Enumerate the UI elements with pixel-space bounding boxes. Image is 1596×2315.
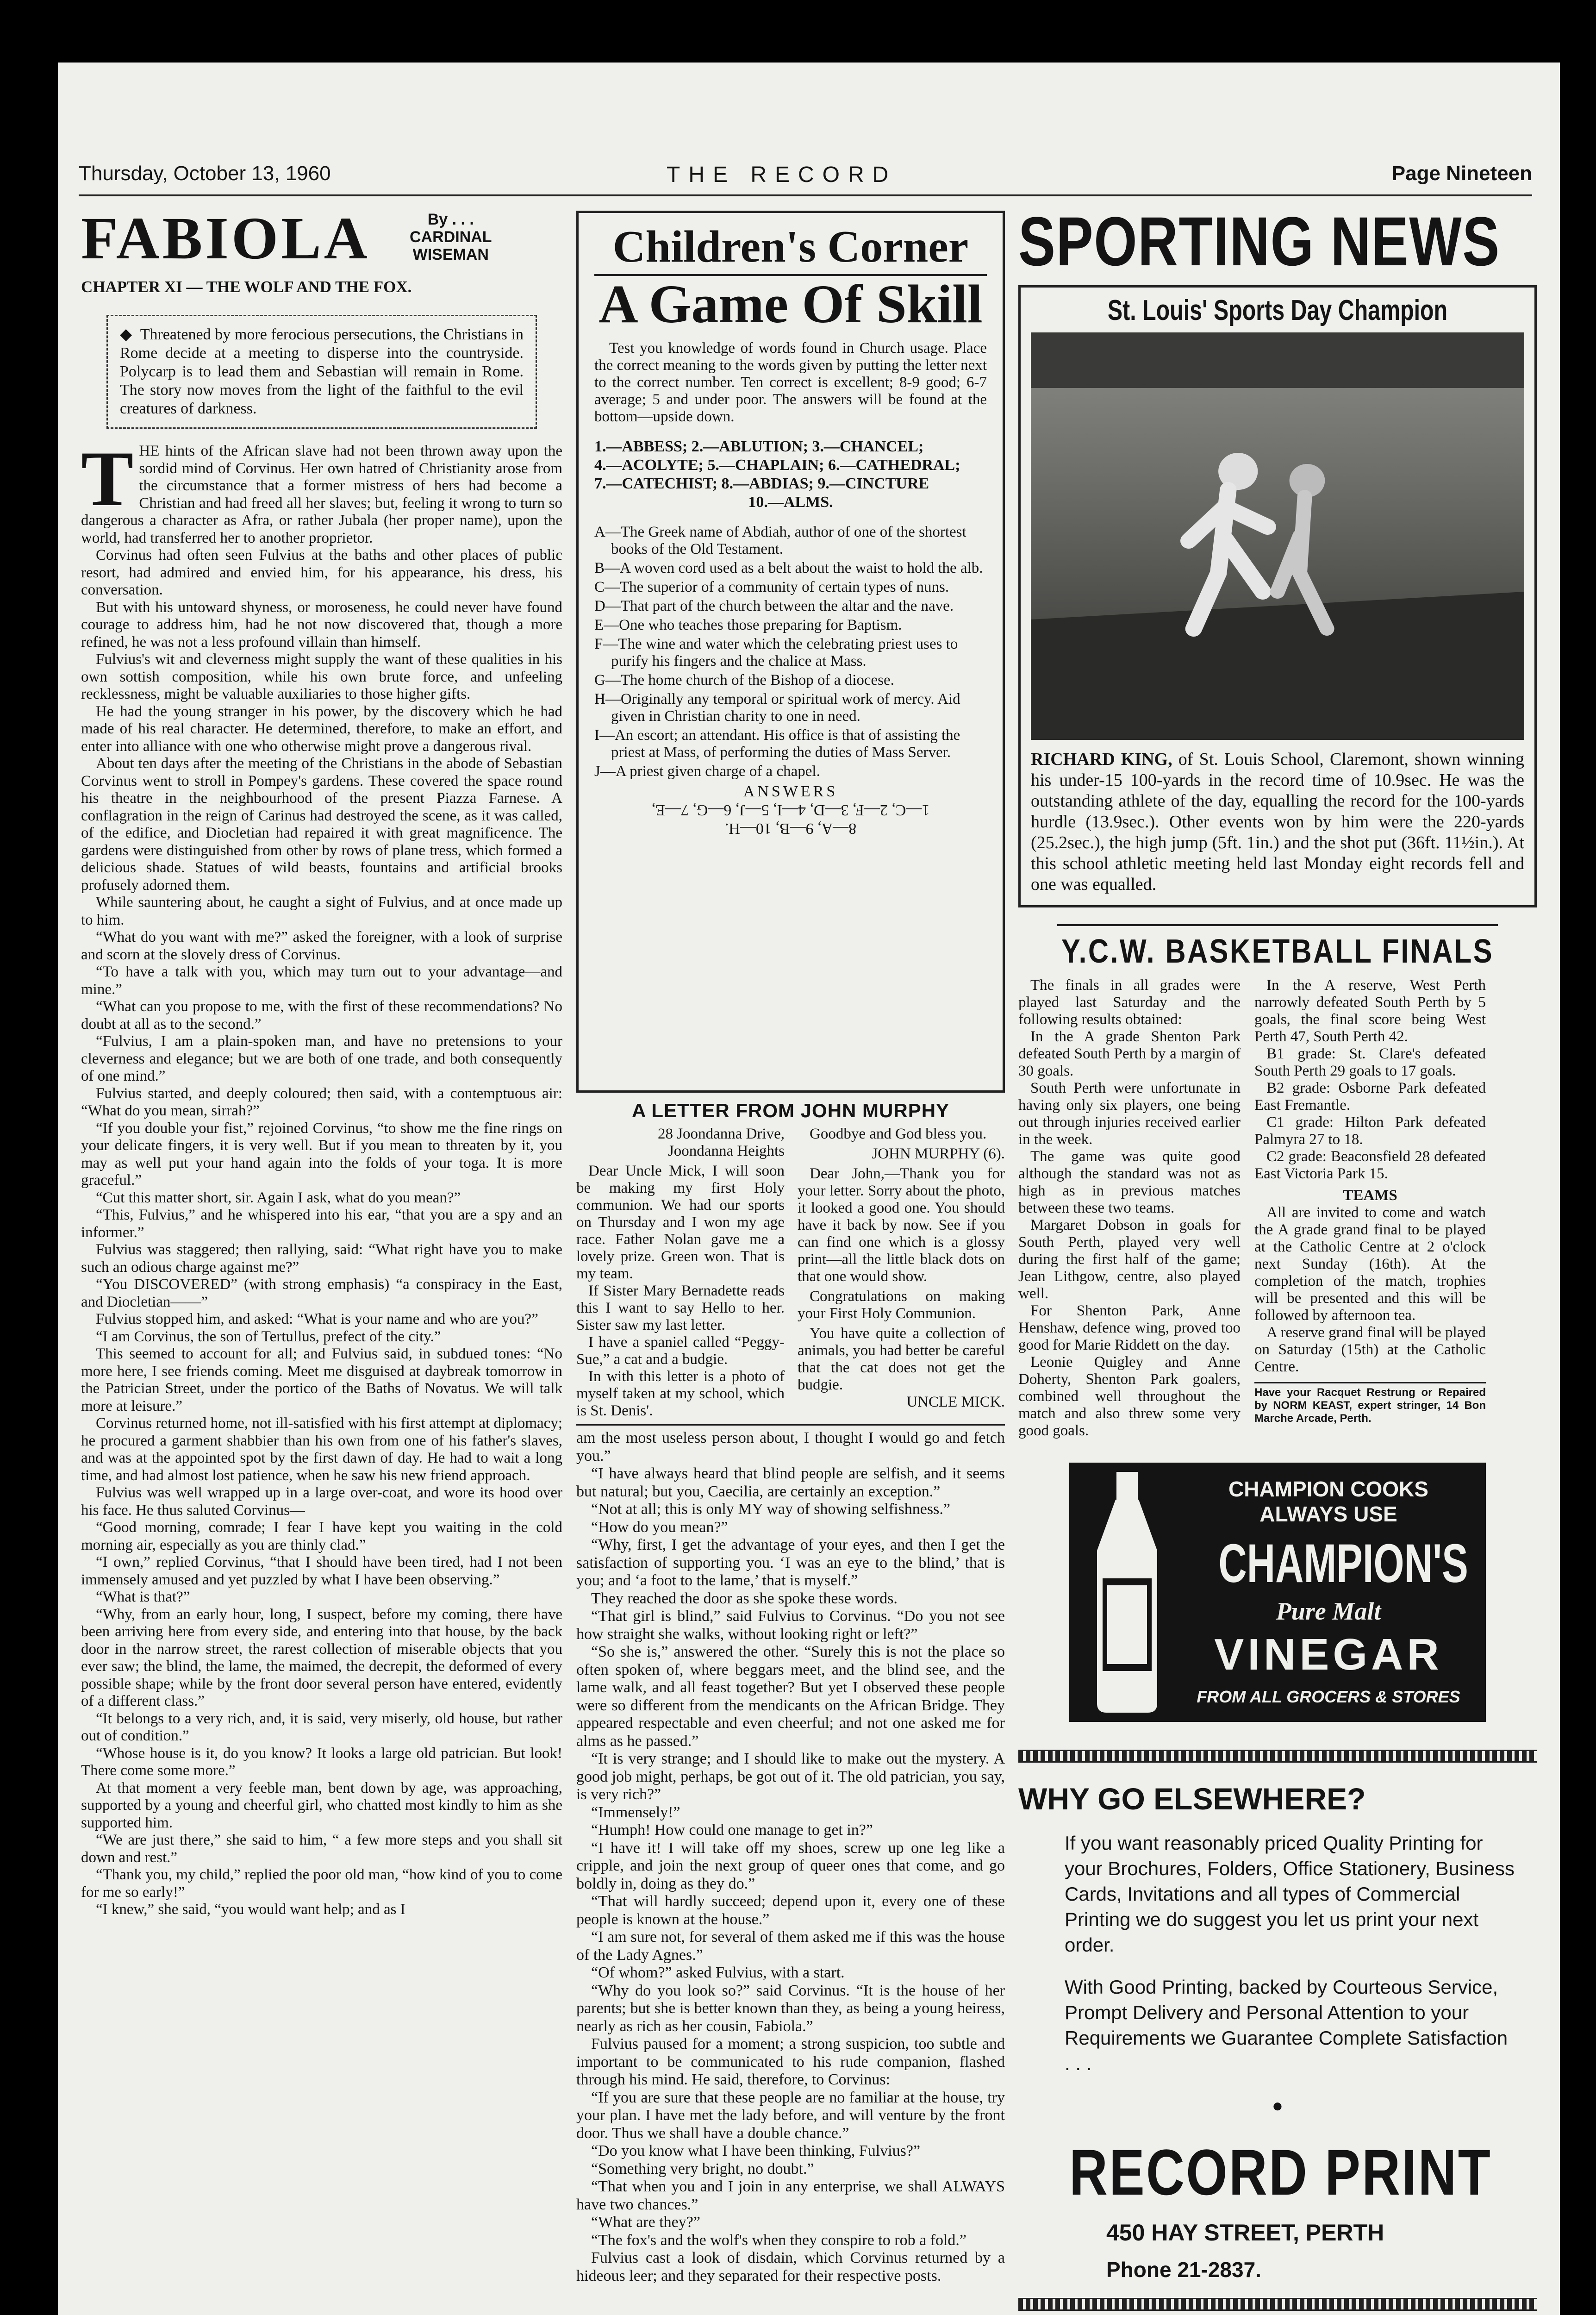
story-paragraph: About ten days after the meeting of the Christians in the abode of Sebastian Corvinus went to stroll in Pompey's gardens. These covered the space round his theatre in the neighbourhood of the present Piazza Farnese. A conflagration in the reign of Carinus had destroyed the scene, as it was called, of the edifice, and Diocletian had repaired it with great magnificence. The gardens were distinguished from other by rows of plane tress, which formed a delicious shade. Statues of wild beasts, fountains and artificial brooks profusely adorned them. <box>81 755 562 894</box>
story-paragraph: Fulvius was staggered; then rallying, said: “What right have you to make such an odious charge against me?” <box>81 1241 562 1276</box>
story-paragraph: “That when you and I join in any enterprise, we shall ALWAYS have two chances.” <box>576 2178 1005 2213</box>
quiz-line: 4.—ACOLYTE; 5.—CHAPLAIN; 6.—CATHEDRAL; <box>594 457 960 474</box>
ad-line-2: ALWAYS USE <box>1259 1502 1397 1526</box>
fabiola-story <box>81 435 562 1919</box>
story-paragraph: “Why, first, I get the advantage of your eyes, and then I get the satisfaction of supporting you. ‘I was an eye to the blind,’ that is you; and ‘a foot to the lame,’ that is myself.” <box>576 1536 1005 1589</box>
answers-line: 8—A, 9—B, 10—H. <box>724 820 857 837</box>
fabiola-title: FABIOLA <box>81 205 370 272</box>
synopsis-box <box>106 315 537 429</box>
definition-item: J—A priest given charge of a chapel. <box>594 763 820 780</box>
ycw-right <box>1254 977 1486 1439</box>
letter-signature: JOHN MURPHY (6). <box>872 1145 1005 1162</box>
drop-cap: T <box>81 435 134 522</box>
ycw-paragraph: In the A grade Shenton Park defeated South Perth by a margin of 30 goals. <box>1018 1028 1241 1079</box>
print-ad-paragraph-2: With Good Printing, backed by Courteous Service, Prompt Delivery and Personal Attention to your Requirements we Guarantee Complete Satisfaction . . . <box>1065 1976 1508 2074</box>
story-paragraph: He had the young stranger in his power, by the discovery which he had made of his real character. He determined, therefore, to make an effort, and enter into alliance with one who otherwise might prove a dangerous rival. <box>81 703 562 755</box>
ycw-paragraph: Leonie Quigley and Anne Doherty, Shenton Park goalers, combined well throughout the match and also threw some very good goals. <box>1018 1354 1241 1439</box>
ad-sub: Pure Malt <box>1276 1597 1381 1625</box>
page-number: Page Nineteen <box>1391 162 1532 185</box>
story-paragraph: “I am Corvinus, the son of Tertullus, prefect of the city.” <box>96 1328 441 1345</box>
ad-brand: CHAMPION'S <box>1218 1533 1468 1594</box>
story-paragraph: “If you are sure that these people are no familiar at the house, try your plan. I have met the lady before, and will venture by the front door. Thus we shall have a double chance.” <box>576 2089 1005 2142</box>
definition-item: G—The home church of the Bishop of a diocese. <box>594 672 894 688</box>
definitions-list <box>594 524 987 780</box>
definition-item: H—Originally any temporal or spiritual work of mercy. Aid given in Christian charity to one in need. <box>594 691 960 725</box>
quiz-line: 10.—ALMS. <box>748 494 833 511</box>
story-paragraph: Fulvius's wit and cleverness might supply the want of these qualities in his own sottish composition, while his own brute force, and unfeeling recklessness, might be valuable auxiliaries to those higher gifts. <box>81 651 562 702</box>
ad-footer: FROM ALL GROCERS & STORES <box>1197 1687 1460 1706</box>
ad-product: VINEGAR <box>1214 1630 1443 1679</box>
print-ad-paragraph-1: If you want reasonably priced Quality Printing for your Brochures, Folders, Office Stationery, Business Cards, Invitations and all types of Commercial Printing we do suggest you let us print your next order. <box>1065 1832 1515 1956</box>
letter-section <box>576 1100 1005 2285</box>
ycw-paragraph: The game was quite good although the standard was not as high as in previous matches between these two teams. <box>1018 1148 1241 1216</box>
answers-heading: ANSWERS <box>743 783 838 800</box>
reply-signature: UNCLE MICK. <box>906 1394 1005 1410</box>
teams-paragraph: All are invited to come and watch the A grade grand final to be played at the Catholic Centre at 2 o'clock next Sunday (16th). At the completion of the match, trophies will be presented and this will be followed by afternoon tea. <box>1254 1204 1486 1324</box>
story-paragraph: “I own,” replied Corvinus, “that I should have been tired, had I not been immensely amused and yet puzzled by what I have been observing.” <box>81 1554 562 1588</box>
print-address: 450 HAY STREET, PERTH <box>1106 2220 1384 2246</box>
story-paragraph: “It is very strange; and I should like to make out the mystery. A good job might, perhaps, be got out of it. The old patrician, you say, is very rich?” <box>576 1750 1005 1803</box>
story-paragraph: Fulvius was well wrapped up in a large over-coat, and wore its hood over his face. He thus saluted Corvinus— <box>81 1484 562 1519</box>
story-paragraph: Corvinus returned home, not ill-satisfied with his first attempt at diplomacy; he procured a garment shabbier than his own from one of his father's slaves, and was at the appointed spot by the first dawn of day. He had to wait a long time, and had almost lost patience, when he saw his new friend approach. <box>81 1415 562 1484</box>
story-paragraph: “Humph! How could one manage to get in?” <box>591 1821 873 1839</box>
answers-upside-down <box>594 801 987 838</box>
letter-address: Joondanna Heights <box>667 1143 785 1159</box>
story-paragraph: “Do you know what I have been thinking, Fulvius?” <box>591 2142 921 2159</box>
ycw-paragraph: The finals in all grades were played last Saturday and the following results obtained: <box>1018 977 1241 1028</box>
ad-tagline <box>1180 1477 1477 1527</box>
newspaper-page <box>58 63 1560 2315</box>
story-paragraph: “What do you want with me?” asked the foreigner, with a look of surprise and scorn at the slovely dress of Corvinus. <box>81 929 562 963</box>
story-paragraph: “You DISCOVERED” (with strong emphasis) “a conspiracy in the East, and Diocletian——” <box>81 1276 562 1310</box>
quiz-line: 1.—ABBESS; 2.—ABLUTION; 3.—CHANCEL; <box>594 438 924 455</box>
divider <box>576 1424 1005 1426</box>
byline-line-2: CARDINAL <box>410 228 492 246</box>
racquet-ad: Have your Racquet Restrung or Repaired by NORM KEAST, expert stringer, 14 Bon Marche Arcade, Perth. <box>1254 1382 1486 1425</box>
ycw-paragraph: B1 grade: St. Clare's defeated South Perth 29 goals to 17 goals. <box>1254 1045 1486 1079</box>
photo-headline: St. Louis' Sports Day Champion <box>1107 294 1448 326</box>
definition-item: E—One who teaches those preparing for Baptism. <box>594 617 902 633</box>
fabiola-heading <box>81 204 562 273</box>
story-paragraph: “I am sure not, for several of them asked me if this was the house of the Lady Agnes.” <box>576 1928 1005 1964</box>
record-print-ad <box>1018 1750 1537 2311</box>
definition-item: A—The Greek name of Abdiah, author of one of the shortest books of the Old Testament. <box>594 524 966 557</box>
story-paragraph: “What are they?” <box>591 2214 700 2231</box>
story-paragraph: “Cut this matter short, sir. Again I ask, what do you mean?” <box>96 1189 461 1206</box>
fabiola-continuation <box>576 1429 1005 2285</box>
definition-item: C—The superior of a community of certain types of nuns. <box>594 579 949 595</box>
photo-caption <box>1031 749 1524 895</box>
ycw-paragraph: South Perth were unfortunate in having only six players, one being out through injuries received earlier in the week. <box>1018 1080 1241 1148</box>
definition-item: I—An escort; an attendant. His office is that of assisting the priest at Mass, of performing the duties of Mass Server. <box>594 727 960 761</box>
reserve-paragraph: A reserve grand final will be played on Saturday (15th) at the Catholic Centre. <box>1254 1324 1486 1375</box>
story-paragraph: “How do you mean?” <box>591 1518 728 1536</box>
story-paragraph: “I have always heard that blind people are selfish, and it seems but natural; but you, Caecilia, are certainly an exception.” <box>576 1465 1005 1500</box>
letter-address: 28 Joondanna Drive, <box>657 1126 785 1142</box>
story-paragraph: Fulvius cast a look of disdain, which Corvinus returned by a hideous leer; and they separated for their respective posts. <box>576 2249 1005 2284</box>
story-paragraph: “I have it! I will take off my shoes, screw up one leg like a cripple, and join the next group of queer ones that come, and go boldly in, doing as they do.” <box>576 1839 1005 1892</box>
definition-item: D—That part of the church between the altar and the nave. <box>594 598 954 614</box>
quiz-line: 7.—CATECHIST; 8.—ABDIAS; 9.—CINCTURE <box>594 475 929 492</box>
story-paragraph: “Why, from an early hour, long, I suspect, before my coming, there have been arriving here from every side, and entering into that house, by the back door in the narrow street, the rarest collection of miserable objects that you ever saw; the blind, the lame, the maimed, the decrepit, the deformed of every possible shape; while by the front door several person have entered, evidently of a different class.” <box>81 1606 562 1709</box>
ycw-title: Y.C.W. BASKETBALL FINALS <box>1057 924 1498 970</box>
ycw-paragraph: For Shenton Park, Anne Henshaw, defence wing, proved too good for Marie Riddett on the day. <box>1018 1302 1241 1353</box>
ycw-paragraph: C2 grade: Beaconsfield 28 defeated East Victoria Park 15. <box>1254 1148 1486 1182</box>
definition-item: B—A woven cord used as a belt about the waist to hold the alb. <box>594 560 983 576</box>
story-paragraph: “Not at all; this is only MY way of showing selfishness.” <box>591 1501 950 1518</box>
story-paragraph: “Something very bright, no doubt.” <box>591 2160 814 2177</box>
print-phone: Phone 21-2837. <box>1106 2258 1261 2282</box>
caption-text: of St. Louis School, Claremont, shown winning his under-15 100-yards in the record time of 10.9sec. He was the outstanding athlete of the day, equalling the record for the 100-yards hurdle (13.9sec.). Other events won by him were the 220-yards (25.2sec.), the high jump (5ft. 1in.) and the shot put (36ft. 11½in.). At this school athletic meeting held last Monday eight records fell and one was equalled. <box>1031 750 1525 894</box>
story-paragraph: They reached the door as she spoke these words. <box>591 1589 898 1607</box>
story-paragraph: “It belongs to a very rich, and, it is said, very miserly, old house, but rather out of condition.” <box>81 1710 562 1744</box>
ycw-section <box>1018 924 1537 1439</box>
ycw-paragraph: Margaret Dobson in goals for South Perth, played very well during the first half of the game; Jean Lithgow, centre, also played well. <box>1018 1217 1241 1302</box>
story-paragraph: “Whose house is it, do you know? It looks a large old patrician. But look! There come some more.” <box>81 1745 562 1779</box>
teams-heading: TEAMS <box>1343 1187 1397 1204</box>
story-paragraph: At that moment a very feeble man, bent down by age, was approaching, supported by a young and cheerful girl, who chatted most kindly to him as she supported him. <box>81 1779 562 1831</box>
letter-paragraph: If Sister Mary Bernadette reads this I want to say Hello to her. Sister saw my last letter. <box>576 1283 785 1333</box>
letter-left <box>576 1126 785 1420</box>
story-paragraph: “Of whom?” asked Fulvius, with a start. <box>591 1964 845 1981</box>
sporting-news-title: SPORTING NEWS <box>1018 202 1500 280</box>
story-paragraph: “That will hardly succeed; depend upon it, every one of these people is known at the house.” <box>576 1893 1005 1928</box>
issue-date: Thursday, October 13, 1960 <box>79 162 331 185</box>
synopsis-text: Threatened by more ferocious persecutions, the Christians in Rome decide at a meeting to disperse into the countryside. Polycarp is to lead them and Sebastian will remain in Rome. The story now moves from the light of the faithful to the evil creatures of darkness. <box>120 326 524 417</box>
reply-paragraph: You have quite a collection of animals, you had better be careful that the cat does not get the budgie. <box>798 1325 1005 1393</box>
vinegar-bottle-icon <box>1083 1472 1171 1713</box>
byline-line-3: WISEMAN <box>412 246 489 263</box>
byline-by: By . . . <box>427 211 474 228</box>
story-paragraph: Fulvius stopped him, and asked: “What is your name and who are you?” <box>96 1311 538 1327</box>
masthead: THE RECORD <box>667 163 897 187</box>
story-paragraph: “What can you propose to me, with the first of these recommendations? No doubt at all as to the second.” <box>81 998 562 1032</box>
story-paragraph: This seemed to account for all; and Fulvius said, in subdued tones: “No more here, I see friends coming. Meet me disguised at daybreak tomorrow in the Patrician Street, under the portico of the Baths of Novatus. We will talk more at leisure.” <box>81 1345 562 1414</box>
letter-paragraph: In with this letter is a photo of myself taken at my school, which is St. Denis'. <box>576 1368 785 1419</box>
record-print-name: RECORD PRINT <box>1069 2136 1492 2209</box>
story-paragraph: But with his untoward shyness, or moroseness, he could never have found courage to address him, had he not now discovered that, though a more refined, he was not a less profound villain than himself. <box>81 599 562 651</box>
chapter-heading: CHAPTER XI — THE WOLF AND THE FOX. <box>81 278 412 296</box>
fabiola-column <box>81 204 562 1919</box>
story-paragraph: “To have a talk with you, which may turn out to your advantage—and mine.” <box>81 964 562 998</box>
story-paragraph: While sauntering about, he caught a sight of Fulvius, and at once made up to him. <box>81 894 562 928</box>
print-ad-heading: WHY GO ELSEWHERE? <box>1018 1782 1366 1816</box>
dotted-rule <box>1018 1750 1537 1763</box>
story-paragraph: “Thank you, my child,” replied the poor old man, “how kind of you to come for me so early!” <box>81 1866 562 1901</box>
story-paragraph: “If you double your fist,” rejoined Corvinus, “to show me the fine rings on your delicate fingers, it is very well. But if you mean to threaten by it, you may as well put your hand again into the folds of your toga. It is more graceful.” <box>81 1120 562 1189</box>
ycw-columns <box>1018 977 1537 1439</box>
letter-paragraph: I have a spaniel called “Peggy-Sue,” a cat and a budgie. <box>576 1334 785 1368</box>
runner-photo-icon <box>1031 332 1524 740</box>
sports-photo-box <box>1018 285 1537 907</box>
answers-line: 1—C, 2—F, 3—D, 4—I, 5—J, 6—G, 7—E, <box>651 801 930 819</box>
story-paragraph: “This, Fulvius,” and he whispered into his ear, “that you are a spy and an informer.” <box>81 1207 562 1241</box>
letter-paragraph: Dear Uncle Mick, I will soon be making my first Holy communion. We had our sports on Thursday and I won my age race. Father Nolan gave me a lovely prize. Green won. That is my team. <box>576 1163 785 1282</box>
story-paragraph: “The fox's and the wolf's when they conspire to rob a fold.” <box>591 2231 967 2249</box>
game-intro: Test you knowledge of words found in Church usage. Place the correct meaning to the words given by putting the letter next to the correct number. Ten correct is excellent; 8-9 good; 6-7 average; 5 and under poor. The answers will be found at the bottom—upside down. <box>594 340 987 425</box>
story-paragraph: “We are just there,” she said to him, “ a few more steps and you shall sit down and rest.” <box>81 1832 562 1866</box>
story-paragraph: Fulvius started, and deeply coloured; then said, with a contemptuous air: “What do you mean, sirrah?” <box>81 1085 562 1119</box>
story-paragraph: “Good morning, comrade; I fear I have kept you waiting in the cold morning air, especially as you are thinly clad.” <box>81 1519 562 1553</box>
ad-line-1: CHAMPION COOKS <box>1228 1477 1428 1501</box>
letter-paragraph: Goodbye and God bless you. <box>810 1126 987 1142</box>
letter-columns <box>576 1126 1005 1420</box>
dotted-rule <box>1018 2298 1537 2311</box>
letter-right <box>798 1126 1005 1420</box>
definition-item: F—The wine and water which the celebrating priest uses to purify his fingers and the chalice at Mass. <box>594 636 958 669</box>
caption-name: RICHARD KING, <box>1031 750 1172 769</box>
story-paragraph: “Immensely!” <box>591 1803 680 1821</box>
champion-vinegar-ad <box>1069 1463 1486 1722</box>
ycw-left <box>1018 977 1241 1439</box>
reply-paragraph: Dear John,—Thank you for your letter. Sorry about the photo, it looked a good one. You should have it back by now. See if you can find one which is a glossy print—all the little black dots on that one would show. <box>798 1165 1005 1285</box>
childrens-corner-box <box>576 211 1005 1093</box>
story-paragraph: Corvinus had often seen Fulvius at the baths and other places of public resort, had admired and envied him, for his appearance, his dress, his conversation. <box>81 547 562 598</box>
page-header <box>79 162 1532 196</box>
story-paragraph: Fulvius paused for a moment; a strong suspicion, too subtle and important to be communicated to his rude companion, flashed through his mind. He said, therefore, to Corvinus: <box>576 2035 1005 2088</box>
fabiola-byline <box>410 211 492 263</box>
childrens-corner-title: Children's Corner <box>594 221 987 276</box>
bullet-icon: ● <box>1272 2095 1284 2116</box>
story-paragraph: “Why do you look so?” said Corvinus. “It is the house of her parents; but she is better known than they, as being a young heiress, nearly as rich as her cousin, Fabiola.” <box>576 1982 1005 2035</box>
reply-paragraph: Congratulations on making your First Holy Communion. <box>798 1288 1005 1322</box>
story-paragraph: am the most useless person about, I thought I would go and fetch you.” <box>576 1429 1005 1464</box>
story-paragraph: “So she is,” answered the other. “Surely this is not the place so often spoken of, where beggars meet, and the blind see, and the lame walk, and all feast together? But yet I observed these people were so different from the mendicants on the African Bridge. They appeared respectable and even cheerful; and not one asked me for alms as he passed.” <box>576 1643 1005 1750</box>
story-paragraph: “What is that?” <box>96 1589 190 1605</box>
game-title: A Game Of Skill <box>598 274 983 334</box>
sports-photo <box>1031 332 1524 740</box>
story-paragraph: “That girl is blind,” said Fulvius to Corvinus. “Do you not see how straight she walks, without looking right or left?” <box>576 1608 1005 1643</box>
diamond-icon: ◆ <box>120 326 140 343</box>
ycw-paragraph: In the A reserve, West Perth narrowly defeated South Perth by 5 goals, the final score being West Perth 47, South Perth 42. <box>1254 977 1486 1045</box>
quiz-words <box>594 438 987 512</box>
story-paragraph: “I knew,” she said, “you would want help; and as I <box>96 1901 405 1918</box>
ycw-paragraph: C1 grade: Hilton Park defeated Palmyra 27 to 18. <box>1254 1114 1486 1148</box>
story-paragraph: “Fulvius, I am a plain-spoken man, and have no pretensions to your cleverness and elegance; but we are both of one trade, and both consequently of one mind.” <box>81 1033 562 1084</box>
ycw-paragraph: B2 grade: Osborne Park defeated East Fremantle. <box>1254 1080 1486 1114</box>
sporting-column <box>1018 201 1537 2311</box>
letter-title: A LETTER FROM JOHN MURPHY <box>631 1100 950 1121</box>
story-paragraph: HE hints of the African slave had not been thrown away upon the sordid mind of Corvinus. Her own hatred of Christianity arose from the circumstance that a former mistress of hers had become a Christian and had freed all her slaves; but, feeling it wrong to turn so dangerous a character as Afra, or rather Jubala (her proper name), upon the world, had transferred her to another proprietor. <box>81 443 562 546</box>
